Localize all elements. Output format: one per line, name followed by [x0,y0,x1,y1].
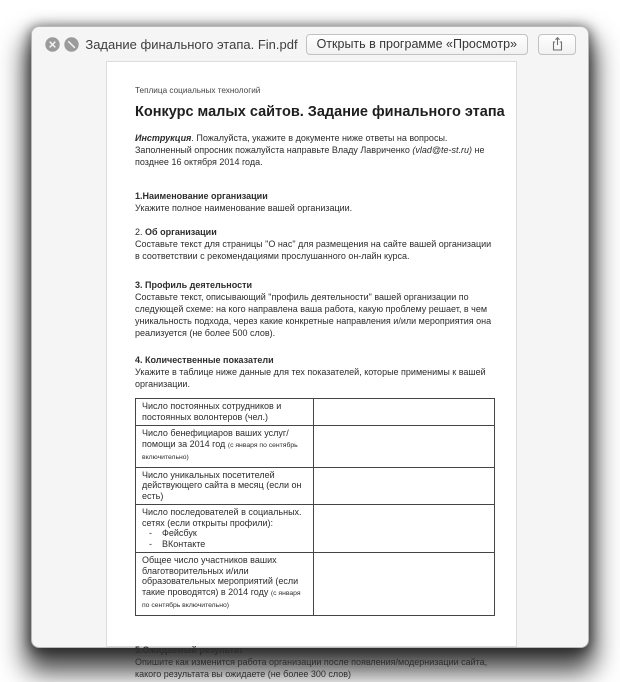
row-label: Число постоянных сотрудников и постоянных волонтеров (чел.) [136,399,314,426]
row-value-cell [314,399,495,426]
row-value-cell [314,505,495,553]
section-5-heading: 5.Ожидаемый результат [135,644,244,655]
social-list-item: - Фейсбук [142,528,307,539]
row-label: Число уникальных посетителей действующего сайта в месяц (если он есть) [136,467,314,505]
section-5 [135,644,498,680]
instruction-text-2: не позднее 16 октября 2014 года. [135,145,485,167]
pdf-page [106,61,517,679]
row-label-note: (с января по сентябрь включительно) [142,441,298,461]
window-title: Задание финального этапа. Fin.pdf [85,36,298,52]
social-list-item: - ВКонтакте [142,539,307,550]
section-3-heading: 3. Профиль деятельности [135,280,253,290]
table-row [136,505,495,553]
open-in-preview-button[interactable]: Открыть в программе «Просмотр» [306,34,528,55]
instruction-text-1: . Пожалуйста, укажите в документе ниже ответы на вопросы. Заполненный опросник пожалуйста направьте Владу Лавриченко [135,133,448,155]
quicklook-window [31,26,589,679]
section-4-heading: 4. Количественные показатели [135,355,274,365]
row-label: Число последователей в социальных. сетях (если открыты профили): - Фейсбук - ВКонтакте [136,505,314,553]
section-4 [135,354,498,390]
row-label-note: (с января по сентябрь включительно) [142,589,301,609]
close-icon[interactable] [45,37,60,52]
titlebar [32,27,588,61]
section-4-body: Укажите в таблице ниже данные для тех показателей, которые применимы к вашей организации. [135,367,486,389]
row-value-cell [314,467,495,505]
section-3-body: Составьте текст, описывающий "профиль деятельности" вашей организации по следующей схеме: на кого направлена ваша работа, какую проблему решает, в чем уникальность подхода, через какие конкретные направления и/или мероприятия она реализуется (не более 500 слов). [135,292,492,338]
indicators-table [135,398,495,616]
instruction-label: Инструкция [135,133,192,143]
prohibit-icon[interactable] [64,37,79,52]
section-2-heading: 2. Об организации [135,227,217,237]
share-button[interactable] [538,34,576,55]
share-icon [550,36,565,52]
document-title: Конкурс малых сайтов. Задание финального этапа [135,104,505,120]
section-5-body: Опишите как изменится работа организации после появления/модернизации сайта, какого результата вы ожидаете (не более 300 слов) [135,656,488,679]
section-3 [135,279,498,339]
section-2 [135,226,498,262]
section-1 [135,190,498,214]
table-row [136,426,495,468]
row-value-cell [314,553,495,616]
row-value-cell [314,426,495,468]
table-row [136,553,495,616]
org-line: Теплица социальных технологий [135,86,261,95]
instruction-email: (vlad@te-st.ru) [412,145,472,155]
row-label: Общее число участников ваших благотворительных и/или образовательных мероприятий (если такие проводятся) в 2014 году (с января по сентябрь включительно) [136,553,314,616]
instruction-paragraph [135,132,498,168]
table-row [136,467,495,505]
section-2-body: Составьте текст для страницы "О нас" для размещения на сайте вашей организации в соответствии с рекомендациями прослушанного он-лайн курса. [135,239,492,261]
section-1-heading: 1.Наименование организации [135,191,268,201]
section-1-body: Укажите полное наименование вашей организации. [135,203,353,213]
row-label: Число бенефициаров ваших услуг/помощи за 2014 год (с января по сентябрь включительно) [136,426,314,468]
document-content [107,62,516,680]
table-row [136,399,495,426]
